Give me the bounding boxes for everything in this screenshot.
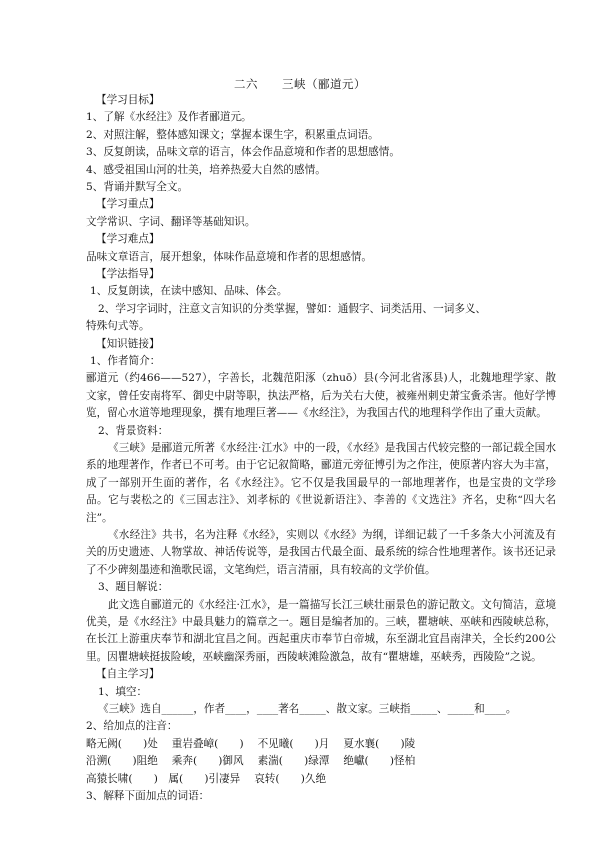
pronunciation-row: 沿溯( )阻绝 乘奔( )御风 素湍( )绿潭 绝巘( )怪柏 — [86, 755, 416, 768]
key-text: 文学常识、字词、翻译等基础知识。 — [86, 215, 256, 228]
fill-line: 《三峡》选自______，作者____，____著名_____、散文家。三峡指_____、_____和____。 — [98, 703, 517, 715]
section-heading-method: 【学法指导】 — [96, 268, 160, 280]
method-item: 2、学习字词时，注意文言知识的分类掌握，譬如：通假字、词类活用、一词多义、 — [98, 302, 487, 315]
background-heading: 2、背景资料： — [98, 424, 169, 437]
section-heading-goals: 【学习目标】 — [96, 94, 160, 106]
fill-heading: 1、填空： — [98, 685, 148, 698]
pronunciation-row: 略无阙( )处 重岩叠嶂( ) 不见曦( )月 夏水襄( )陵 — [86, 737, 416, 750]
goal-item: 3、反复朗读，品味文章的语言，体会作品意境和作者的思想感情。 — [86, 146, 400, 159]
author-heading: 1、作者简介： — [90, 355, 161, 367]
section-heading-self-study: 【自主学习】 — [96, 668, 160, 681]
author-paragraph: 郦道元（约466——527），字善长，北魏范阳涿（zhuō）县(今河北省涿县)人，北魏地理学家、散文家，曾任安南将军、御史中尉等职，执法严格，后为关右大使，被雍州刺史萧宝夤杀害。他好学博览，留心水道等地理现象，撰有地理巨著——《水经注》，为我国古代的地理科学作出了重大贡献。 — [86, 372, 556, 420]
explain-heading: 3、解释下面加点的词语： — [86, 790, 210, 802]
section-heading-knowledge: 【知识链接】 — [96, 337, 160, 350]
background-paragraph-2: 《水经注》共书，名为注释《水经》，实则以《水经》为纲，详细记载了一千多条大小河流及有关的历史遗迹、人物掌故、神话传说等，是我国古代最全面、最系统的综合性地理著作。该书还记录了不少碑刻墨迹和渔歌民谣，文笔绚烂，语言清丽，具有较高的文学价值。 — [86, 529, 556, 576]
section-heading-difficulty: 【学习难点】 — [96, 233, 160, 246]
page-title: 二六 三峡（郦道元） — [234, 77, 366, 91]
method-item: 1、反复朗读，在读中感知、品味、体会。 — [90, 285, 288, 298]
topic-paragraph: 此文选自郦道元的《水经注·江水》，是一篇描写长江三峡壮丽景色的游记散文。文句简洁，意境优美，是《水经注》中最具魅力的篇章之一。题目是编者加的。三峡，瞿塘峡、巫峡和西陵峡总称，在长江上游重庆奉节和湖北宜昌之间。西起重庆市奉节白帝城，东至湖北宜昌南津关，全长约200公里。因瞿塘峡挺拔险峻，巫峡幽深秀丽，西陵峡滩险激急，故有“瞿塘雄，巫峡秀，西陵险”之说。 — [86, 598, 556, 663]
pronunciation-row: 高猿长啸( ) 属( )引凄异 哀转( )久绝 — [86, 772, 327, 785]
goal-item: 2、对照注解，整体感知课文；掌握本课生字，积累重点词语。 — [86, 128, 379, 141]
section-heading-key: 【学习重点】 — [96, 198, 160, 211]
background-paragraph-1: 《三峡》是郦道元所著《水经注·江水》中的一段，《水经》是我国古代较完整的一部记载全国水系的地理著作，作者已不可考。由于它记叙简略，郦道元旁征博引为之作注，使原著内容大为丰富，成了一部别开生面的著作，名《水经注》。它不仅是我国最早的一部地理著作，也是宝贵的文学珍品。它与裴松之的《三国志注》、刘孝标的《世说新语注》、李善的《文选注》齐名，史称“四大名注”。 — [86, 442, 556, 524]
goal-item: 1、了解《水经注》及作者郦道元。 — [86, 111, 252, 124]
topic-heading: 3、题目解说： — [98, 581, 169, 594]
pronunciation-heading: 2、给加点的注音： — [86, 720, 178, 733]
goal-item: 5、背诵并默写全文。 — [86, 181, 189, 193]
goal-item: 4、感受祖国山河的壮美，培养热爱大自然的感情。 — [86, 163, 326, 176]
method-item-cont: 特殊句式等。 — [86, 320, 150, 333]
difficulty-text: 品味文章语言，展开想象，体味作品意境和作者的思想感情。 — [86, 250, 373, 263]
